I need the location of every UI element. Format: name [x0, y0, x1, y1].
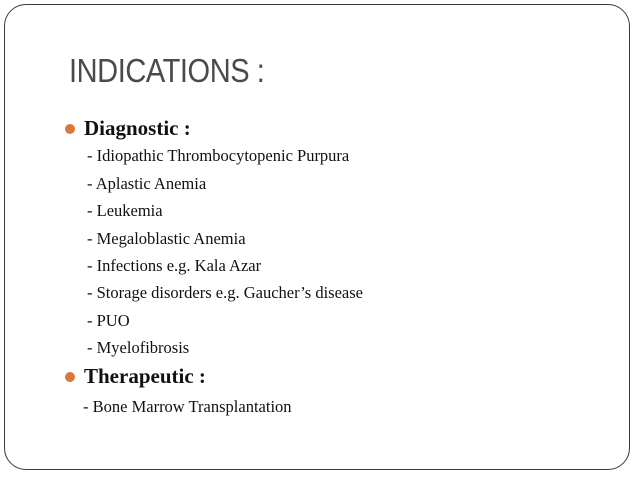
list-item: - Myelofibrosis [87, 338, 190, 357]
therapeutic-heading [65, 364, 206, 389]
list-item: - Aplastic Anemia [87, 174, 207, 193]
list-item: - Idiopathic Thrombocytopenic Purpura [87, 146, 350, 165]
slide-title: INDICATIONS : [69, 52, 265, 89]
list-item: - PUO [87, 311, 130, 330]
list-item: - Storage disorders e.g. Gaucher’s disease [87, 283, 363, 302]
list-item: - Bone Marrow Transplantation [83, 397, 292, 416]
therapeutic-heading-label: Therapeutic : [84, 364, 206, 388]
list-item: - Leukemia [87, 201, 163, 220]
bullet-icon [65, 372, 75, 382]
list-item: - Infections e.g. Kala Azar [87, 256, 262, 275]
list-item: - Megaloblastic Anemia [87, 229, 246, 248]
bullet-icon [65, 124, 75, 134]
diagnostic-heading-label: Diagnostic : [84, 116, 191, 140]
diagnostic-heading [65, 116, 191, 141]
